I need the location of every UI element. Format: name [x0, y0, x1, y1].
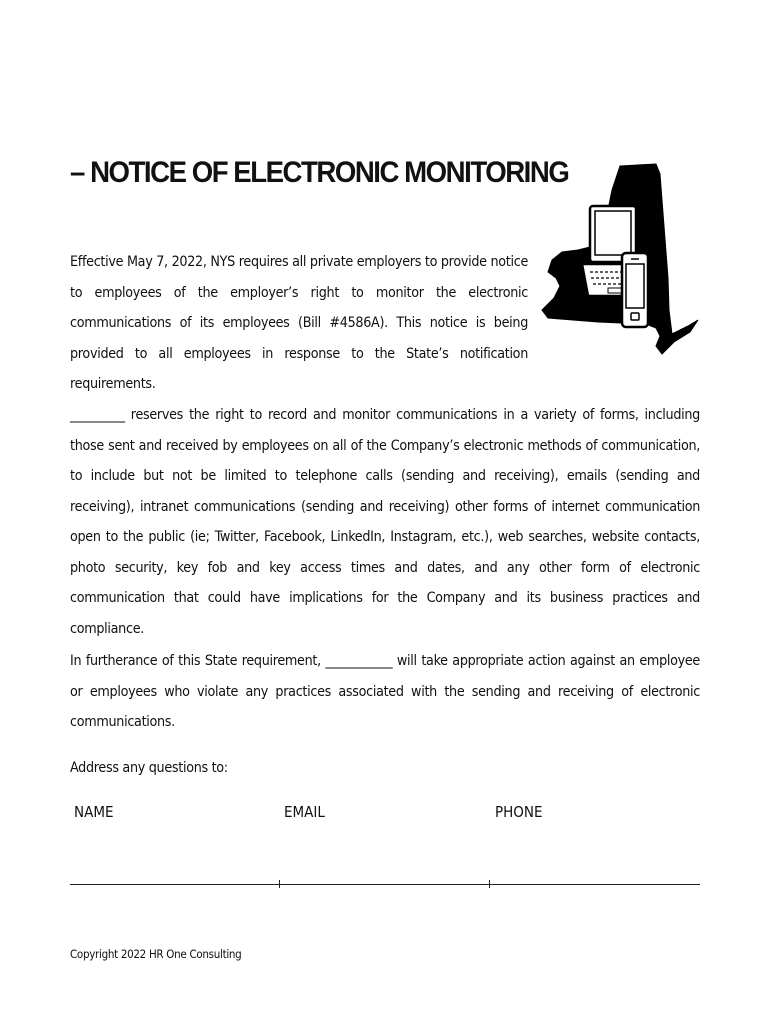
- intro-paragraph: Effective May 7, 2022, NYS requires all private employers to provide notice to employees of the employer’s right to monitor the electronic communications of its employees (Bill #4586A). This notice is being provided to all employees in response to the State’s notification requirements.: [70, 254, 528, 392]
- phone-column-label: PHONE: [495, 803, 543, 821]
- rights-first-line: [70, 400, 528, 431]
- ny-state-laptop-phone-icon: [538, 160, 703, 360]
- rights-rest-text: variety of forms, including those sent and received by employees on all of the Company’s electronic methods of communication, to include but not be limited to telephone calls (sending and receiving), emails (sending and receiving), intranet communications (sending and receiving) other forms of internet communication open to the public (ie; Twitter, Facebook, LinkedIn, Instagram, etc.), web searches, website contacts, photo security, key fob and key access times and dates, and any other form of electronic communication that could have implications for the Company and its business practices and compliance.: [70, 407, 700, 637]
- rights-first-line-text: reserves the right to record and monitor communications in a: [124, 407, 528, 423]
- email-column-label: EMAIL: [284, 803, 325, 821]
- furtherance-after-text: will take appropriate action against an employee or employees who violate any practices associated with the sending and receiving of electronic communications.: [70, 653, 700, 730]
- questions-heading: Address any questions to:: [70, 760, 228, 776]
- line-divider: [489, 880, 490, 888]
- name-column-label: NAME: [74, 803, 114, 821]
- contact-entry-line: [70, 884, 700, 885]
- line-divider: [279, 880, 280, 888]
- page-title: – NOTICE OF ELECTRONIC MONITORING: [70, 156, 569, 189]
- phone-icon: [622, 253, 648, 327]
- furtherance-paragraph: [70, 646, 700, 738]
- company-name-blank: _________: [70, 407, 125, 423]
- copyright-footer: Copyright 2022 HR One Consulting: [70, 947, 242, 961]
- rights-paragraph: [70, 400, 700, 644]
- furtherance-before-text: In furtherance of this State requirement,: [70, 653, 326, 669]
- company-name-blank-2: ___________: [325, 653, 393, 669]
